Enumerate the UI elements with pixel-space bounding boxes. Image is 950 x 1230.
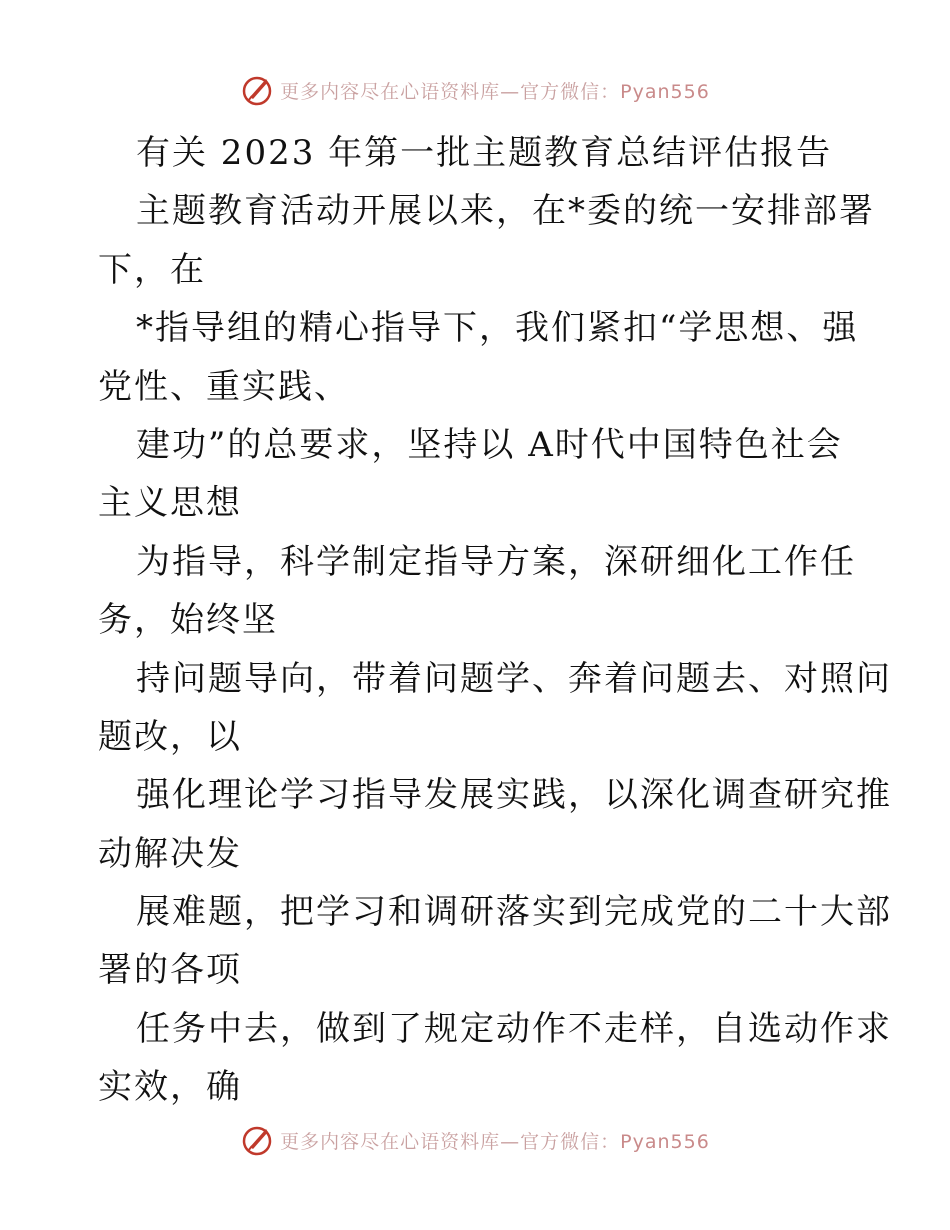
text-line: 题改，以 <box>98 716 242 757</box>
footer-watermark <box>0 1120 950 1160</box>
text-line: 党性、重实践、 <box>98 366 350 407</box>
text-line: 持问题导向，带着问题学、奔着问题去、对照问 <box>136 658 892 699</box>
text-line: *指导组的精心指导下，我们紧扣“学思想、强 <box>136 308 859 349</box>
document-body <box>98 124 892 1117</box>
quill-logo-icon <box>240 1123 274 1157</box>
text-line: 动解决发 <box>98 833 242 874</box>
text-line: 强化理论学习指导发展实践，以深化调查研究推 <box>136 775 892 816</box>
text-line: 展难题，把学习和调研落实到完成党的二十大部 <box>136 892 892 933</box>
quill-logo-icon <box>240 73 274 107</box>
watermark-text: 更多内容尽在心语资料库—官方微信：Pyan556 <box>280 80 710 103</box>
text-line: 主题教育活动开展以来，在*委的统一安排部署 <box>136 191 875 232</box>
text-line: 实效，确 <box>98 1067 242 1108</box>
text-line: 有关 2023 年第一批主题教育总结评估报告 <box>136 133 833 173</box>
text-line: 主义思想 <box>98 483 242 524</box>
watermark-text: 更多内容尽在心语资料库—官方微信：Pyan556 <box>280 1130 710 1153</box>
text-line: 建功”的总要求，坚持以 A时代中国特色社会 <box>136 424 843 465</box>
watermark-id: Pyan556 <box>620 80 710 103</box>
watermark-id: Pyan556 <box>620 1130 710 1153</box>
text-line: 下，在 <box>98 249 206 290</box>
text-line: 署的各项 <box>98 950 242 991</box>
text-line: 任务中去，做到了规定动作不走样，自选动作求 <box>136 1008 892 1049</box>
header-watermark <box>0 70 950 110</box>
text-line: 为指导，科学制定指导方案，深研细化工作任 <box>136 541 856 582</box>
text-line: 务，始终坚 <box>98 600 278 641</box>
